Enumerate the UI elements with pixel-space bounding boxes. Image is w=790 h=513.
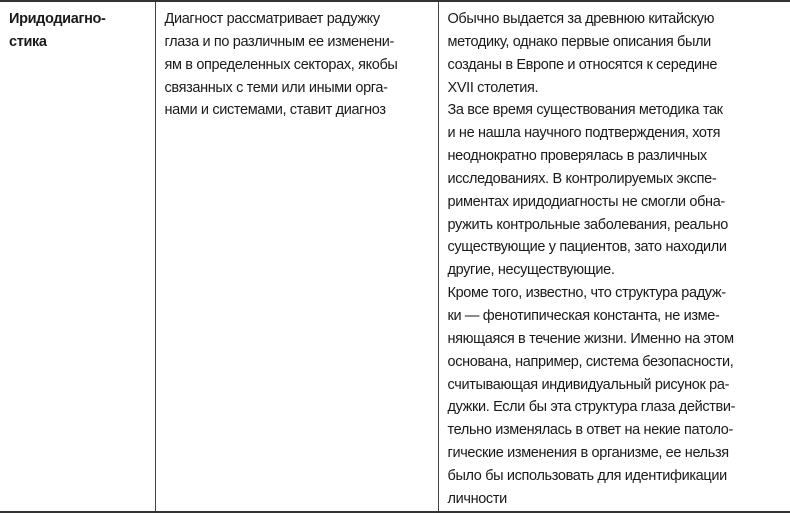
description-line: нами и системами, ставит диагноз (164, 102, 386, 119)
term-line: стика (9, 33, 47, 50)
comment-line: няющаяся в течение жизни. Именно на этом (447, 330, 734, 347)
comment-line: исследованиях. В контролируемых экспе- (447, 170, 717, 187)
comment-line: Обычно выдается за древнюю китайскую (447, 11, 715, 27)
comment-line: риментах иридодиагносты не смогли обна- (447, 193, 725, 210)
description-line: глаза и по различным ее изменени- (164, 33, 395, 50)
description-cell (155, 1, 438, 512)
table-row (0, 1, 790, 512)
comment-line: и не нашла научного подтверждения, хотя (447, 125, 721, 142)
comment-line: дужки. Если бы эта структура глаза действи- (447, 399, 736, 416)
comment-cell (438, 1, 790, 512)
comment-line: личности (447, 490, 507, 507)
term-line: Иридодиагно- (9, 11, 106, 27)
comment-line: было бы использовать для идентификации (447, 467, 727, 484)
comment-line: считывающая индивидуальный рисунок ра- (447, 376, 730, 393)
comment-line: Кроме того, известно, что структура радуж- (447, 285, 726, 302)
comment-line: За все время существования методика так (447, 102, 723, 119)
comment-line: гические изменения в организме, ее нельзя (447, 445, 729, 462)
comment-line: другие, несуществующие. (447, 262, 615, 279)
comment-line: методику, однако первые описания были (447, 33, 711, 50)
comment-line: тельно изменялась в ответ на некие патоло- (447, 422, 733, 439)
description-line: связанных с теми или иными орга- (164, 79, 388, 96)
comment-line: XVII столетия. (447, 79, 539, 96)
description-line: ям в определенных секторах, якобы (164, 56, 398, 73)
comment-line: созданы в Европе и относятся к середине (447, 56, 718, 73)
comment-line: ружить контрольные заболевания, реально (447, 216, 728, 233)
description-line: Диагност рассматривает радужку (164, 11, 380, 27)
comment-line: неоднократно проверялась в различных (447, 148, 707, 165)
comment-line: основана, например, система безопасности, (447, 353, 734, 370)
comment-line: существующие у пациентов, зато находили (447, 239, 727, 256)
term-cell (0, 1, 155, 512)
comment-line: ки — фенотипическая константа, не изме- (447, 307, 720, 324)
